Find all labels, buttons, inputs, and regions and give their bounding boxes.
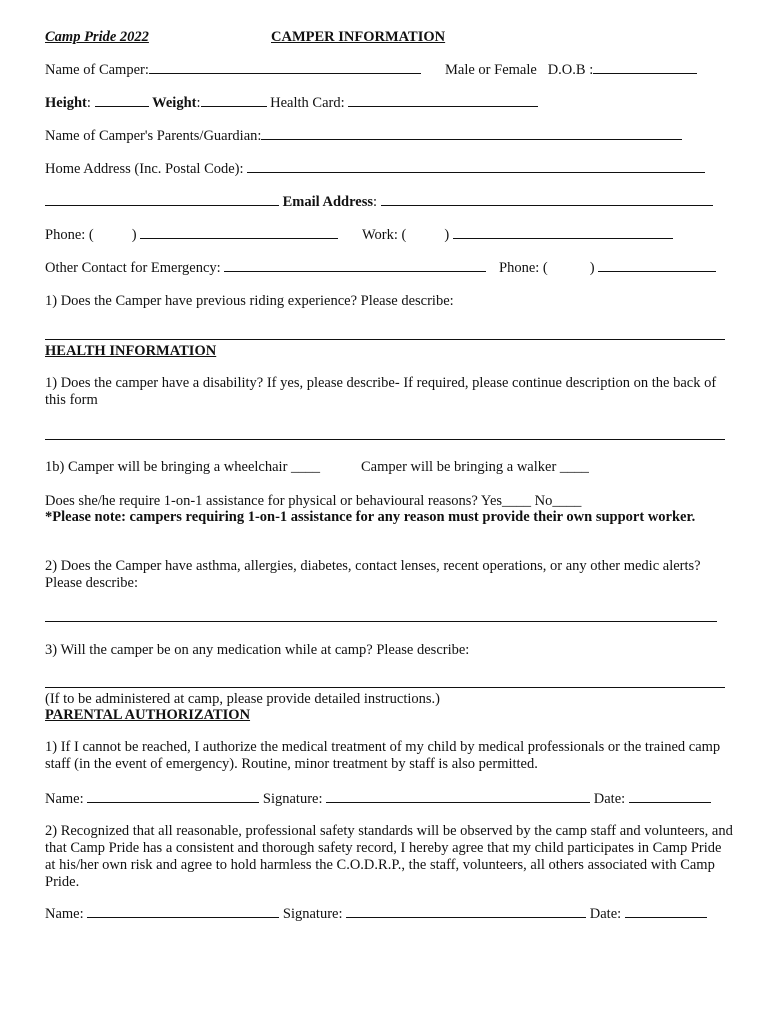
height-field[interactable] <box>95 94 149 107</box>
address-label: Home Address (Inc. Postal Code): <box>45 161 244 177</box>
emergency-phone-label: Phone: ( <box>499 260 548 276</box>
height-colon: : <box>86 95 91 111</box>
signature-label-1: Signature: <box>262 791 323 807</box>
email-row <box>45 193 713 211</box>
or-text: or <box>478 62 491 78</box>
emergency-close-paren: ) <box>589 260 595 276</box>
weight-field[interactable] <box>201 94 267 107</box>
address-row <box>45 160 705 178</box>
medication-answer-line[interactable] <box>45 687 725 688</box>
walker-text[interactable]: Camper will be bringing a walker ____ <box>361 459 589 475</box>
work-close-paren: ) <box>444 227 450 243</box>
email-label: Email Address <box>282 194 374 210</box>
header-row <box>45 28 149 46</box>
height-weight-row <box>45 94 538 112</box>
phone-label: Phone: ( <box>45 227 94 243</box>
phone-field[interactable] <box>140 226 338 239</box>
form-title-row <box>271 28 445 46</box>
parents-row <box>45 127 682 145</box>
health-heading: HEALTH INFORMATION <box>45 343 217 359</box>
health-q3: 3) Will the camper be on any medication while at camp? Please describe: <box>45 642 470 658</box>
admin-note: (If to be administered at camp, please provide detailed instructions.) <box>45 691 440 707</box>
camper-name-label: Name of Camper: <box>45 62 149 78</box>
work-row <box>362 226 673 244</box>
emergency-phone-row <box>499 259 716 277</box>
date-label-1: Date: <box>593 791 626 807</box>
dob-label: D.O.B : <box>547 62 594 78</box>
female-option[interactable]: Female <box>494 62 537 78</box>
weight-label: Weight <box>152 95 197 111</box>
name-label-1: Name: <box>45 791 84 807</box>
camper-name-row <box>45 61 421 79</box>
signature-row-1 <box>45 790 711 808</box>
weight-colon: : <box>196 95 201 111</box>
authorization-p1: 1) If I cannot be reached, I authorize the medical treatment of my child by medical professionals or the trained camp staff (in the event of emergency). Routine, minor treatment by staff is also permitted. <box>45 739 721 772</box>
dob-field[interactable] <box>593 61 697 74</box>
support-worker-note: *Please note: campers requiring 1-on-1 assistance for any reason must provide their own support worker. <box>45 509 696 525</box>
work-field[interactable] <box>453 226 673 239</box>
riding-question: 1) Does the Camper have previous riding experience? Please describe: <box>45 293 454 309</box>
authorization-heading: PARENTAL AUTHORIZATION <box>45 707 251 723</box>
work-label: Work: ( <box>362 227 407 243</box>
date-field-1[interactable] <box>629 790 711 803</box>
name-field-2[interactable] <box>87 905 279 918</box>
signature-field-2[interactable] <box>346 905 586 918</box>
phone-close-paren: ) <box>131 227 137 243</box>
address-line2-field[interactable] <box>45 193 279 206</box>
emergency-row <box>45 259 486 277</box>
parents-label: Name of Camper's Parents/Guardian: <box>45 128 262 144</box>
health-card-field[interactable] <box>348 94 538 107</box>
disability-answer-line[interactable] <box>45 439 725 440</box>
date-label-2: Date: <box>589 906 622 922</box>
phone-row <box>45 226 338 244</box>
parents-field[interactable] <box>261 127 682 140</box>
name-field-1[interactable] <box>87 790 259 803</box>
health-card-label: Health Card: <box>270 95 345 111</box>
emergency-phone-field[interactable] <box>598 259 716 272</box>
health-q1: 1) Does the camper have a disability? If yes, please describe- If required, please continue description on the back of this form <box>45 375 717 408</box>
riding-answer-line[interactable] <box>45 339 725 340</box>
authorization-p2: 2) Recognized that all reasonable, professional safety standards will be observed by the camp staff and volunteers, and that Camp Pride has a consistent and thorough safety record, I hereby agree that my child participates in Camp Pride at his/her own risk and agree to hold harmless the C.O.D.R.P., the staff, volunteers, all others associated with Camp Pride. <box>45 823 733 890</box>
medic-alert-answer-line[interactable] <box>45 621 717 622</box>
signature-label-2: Signature: <box>282 906 343 922</box>
email-field[interactable] <box>381 193 713 206</box>
wheelchair-text[interactable]: 1b) Camper will be bringing a wheelchair ____ <box>45 459 321 475</box>
camper-name-field[interactable] <box>149 61 421 74</box>
emergency-label: Other Contact for Emergency: <box>45 260 221 276</box>
email-colon: : <box>373 194 378 210</box>
date-field-2[interactable] <box>625 905 707 918</box>
gender-dob-row <box>445 61 697 79</box>
height-label: Height <box>45 95 87 111</box>
male-option[interactable]: Male <box>445 62 475 78</box>
name-label-2: Name: <box>45 906 84 922</box>
health-q2: 2) Does the Camper have asthma, allergies, diabetes, contact lenses, recent operations, or any other medic alerts? Please describe: <box>45 558 701 591</box>
emergency-field[interactable] <box>224 259 486 272</box>
one-on-one-question[interactable]: Does she/he require 1-on-1 assistance for physical or behavioural reasons? Yes____ No____ <box>45 493 582 509</box>
signature-field-1[interactable] <box>326 790 590 803</box>
camp-title: Camp Pride 2022 <box>45 29 149 45</box>
signature-row-2 <box>45 905 707 923</box>
form-title: CAMPER INFORMATION <box>271 29 446 45</box>
address-field[interactable] <box>247 160 705 173</box>
